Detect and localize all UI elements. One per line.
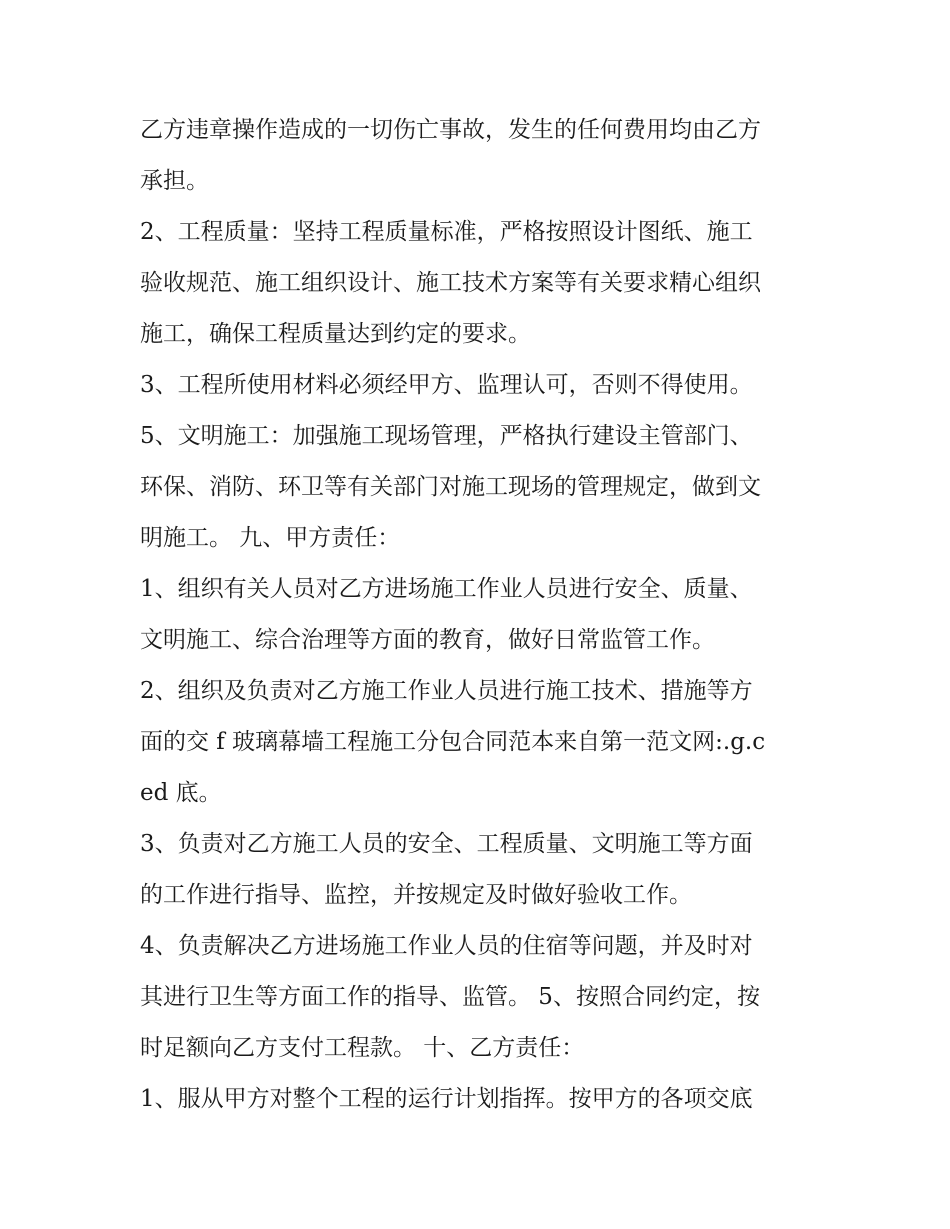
text-line: 验收规范、施工组织设计、施工技术方案等有关要求精心组织	[140, 270, 761, 296]
text-line: 3、负责对乙方施工人员的安全、工程质量、文明施工等方面	[140, 831, 753, 857]
text-line: 环保、消防、环卫等有关部门对施工现场的管理规定，做到文	[140, 474, 761, 500]
text-line: 乙方违章操作造成的一切伤亡事故，发生的任何费用均由乙方	[140, 117, 761, 143]
text-line: 面的交 f 玻璃幕墙工程施工分包合同范本来自第一范文网:.g.c	[140, 729, 766, 755]
text-line: 文明施工、综合治理等方面的教育，做好日常监管工作。	[140, 627, 715, 653]
text-line: 4、负责解决乙方进场施工作业人员的住宿等问题，并及时对	[140, 933, 753, 959]
text-line: 明施工。 九、甲方责任：	[140, 525, 401, 551]
text-line: 2、工程质量：坚持工程质量标准，严格按照设计图纸、施工	[140, 219, 753, 245]
text-line: 承担。	[140, 168, 209, 194]
text-line: 5、文明施工：加强施工现场管理，严格执行建设主管部门、	[140, 423, 753, 449]
text-line: 其进行卫生等方面工作的指导、监管。 5、按照合同约定，按	[140, 984, 760, 1010]
text-line: 的工作进行指导、监控，并按规定及时做好验收工作。	[140, 882, 692, 908]
text-line: 施工，确保工程质量达到约定的要求。	[140, 321, 531, 347]
text-line: ed 底。	[140, 780, 222, 806]
text-line: 时足额向乙方支付工程款。 十、乙方责任：	[140, 1035, 585, 1061]
document-body	[140, 105, 820, 1125]
text-line: 2、组织及负责对乙方施工作业人员进行施工技术、措施等方	[140, 678, 753, 704]
text-line: 1、组织有关人员对乙方进场施工作业人员进行安全、质量、	[140, 576, 753, 602]
text-line: 1、服从甲方对整个工程的运行计划指挥。按甲方的各项交底	[140, 1086, 753, 1112]
text-line: 3、工程所使用材料必须经甲方、监理认可，否则不得使用。	[140, 372, 753, 398]
